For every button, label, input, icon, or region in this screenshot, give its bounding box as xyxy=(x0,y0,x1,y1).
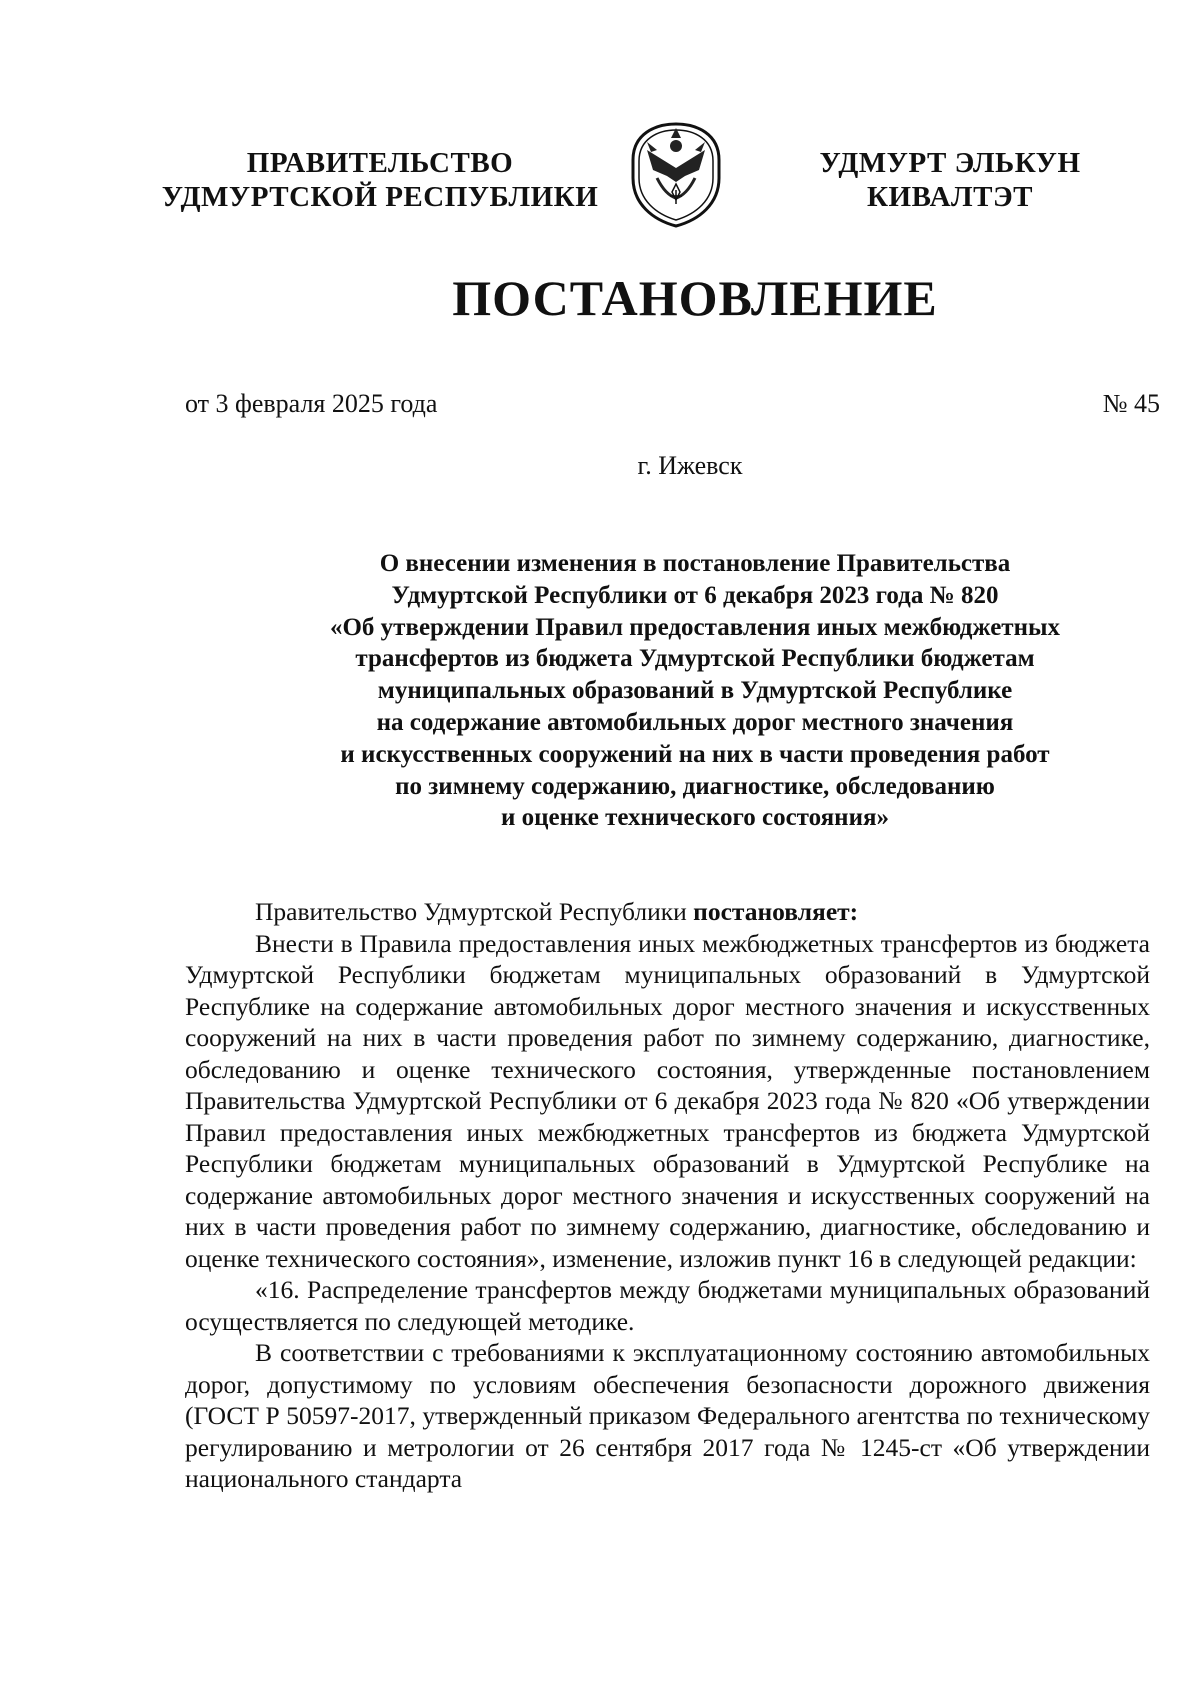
subject-line: муниципальных образований в Удмуртской Республике xyxy=(377,677,1013,705)
subject-line: и оценке технического состояния» xyxy=(500,804,890,832)
body-intro-verb: постановляет: xyxy=(693,897,859,926)
subject-line: по зимнему содержанию, диагностике, обследованию xyxy=(395,772,995,800)
body-paragraph-1: Внести в Правила предоставления иных межбюджетных трансфертов из бюджета Удмуртской Республики бюджетам муниципальных образований в Удмуртской Республике на содержание автомобильных дорог местного значения и искусственных сооружений на них в части проведения работ по зимнему содержанию, диагностике, обследованию и оценке технического состояния, утвержденные постановлением Правительства Удмуртской Республики от 6 декабря 2023 года № 820 «Об утверждении Правил предоставления иных межбюджетных трансфертов из бюджета Удмуртской Республики бюджетам муниципальных образований в Удмуртской Республике на содержание автомобильных дорог местного значения и искусственных сооружений на них в части проведения работ по зимнему содержанию, диагностике, обследованию и оценке технического состояния», изменение, изложив пункт 16 в следующей редакции: xyxy=(185,928,1150,1273)
subject-line: «Об утверждении Правил предоставления иных межбюджетных xyxy=(329,613,1061,641)
header-left-org-name xyxy=(150,146,610,214)
document-body xyxy=(185,896,1150,1495)
document-city: г. Ижевск xyxy=(637,451,743,480)
subject-line: О внесении изменения в постановление Правительства xyxy=(379,550,1011,577)
header-right-line-1: УДМУРТ ЭЛЬКУН xyxy=(819,147,1081,179)
subject-line: Удмуртской Республики от 6 декабря 2023 года № 820 xyxy=(391,581,999,609)
header-right-org-name xyxy=(800,146,1100,214)
header-left-line-2: УДМУРТСКОЙ РЕСПУБЛИКИ xyxy=(161,181,599,213)
document-subject xyxy=(220,548,1170,834)
document-date: от 3 февраля 2025 года xyxy=(185,389,438,418)
document-number: № 45 xyxy=(1102,389,1160,418)
document-title: ПОСТАНОВЛЕНИЕ xyxy=(452,270,938,326)
udmurt-coat-of-arms-icon xyxy=(627,120,725,230)
header-left-line-1: ПРАВИТЕЛЬСТВО xyxy=(246,147,514,179)
body-intro-paragraph xyxy=(185,896,1150,928)
body-paragraph-2: «16. Распределение трансфертов между бюджетами муниципальных образований осуществляется по следующей методике. xyxy=(185,1275,1150,1336)
body-intro-text: Правительство Удмуртской Республики xyxy=(255,897,694,926)
body-paragraph-3: В соответствии с требованиями к эксплуатационному состоянию автомобильных дорог, допустимому по условиям обеспечения безопасности дорожного движения (ГОСТ Р 50597-2017, утвержденный приказом Федерального агентства по техническому регулированию и метрологии от 26 сентября 2017 года № 1245-ст «Об утверждении национального стандарта xyxy=(185,1338,1150,1493)
subject-line: трансфертов из бюджета Удмуртской Республики бюджетам xyxy=(355,645,1035,673)
header-right-line-2: КИВАЛТЭТ xyxy=(866,181,1033,213)
subject-line: на содержание автомобильных дорог местного значения xyxy=(376,708,1014,736)
subject-line: и искусственных сооружений на них в части проведения работ xyxy=(340,740,1050,768)
